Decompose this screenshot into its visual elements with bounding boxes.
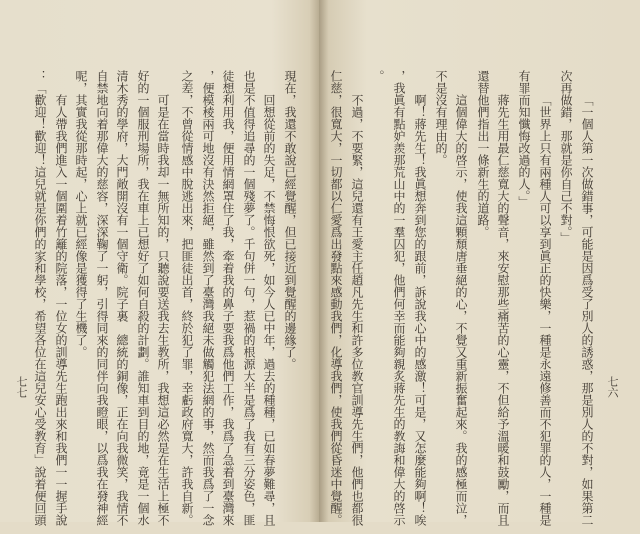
text-column: 可是在當時我却一無所知的，只聽說要送我去生教所，我想這必然是在生活上極不 xyxy=(156,94,170,526)
right-page xyxy=(319,0,640,526)
text-column: 仁慈，很寬大，一切都以仁愛爲出發點來感動我們，化導我們，使我們從昏迷中覺醒。 xyxy=(329,70,343,526)
text-column: 啊！蔣先生！我眞想奔到您的跟前，訴說我心中的感激！可是，又怎麼能夠啊！唉 xyxy=(413,94,427,526)
text-column: 自禁地向着那偉大的慈容，深深鞠了一躬，引得同來的同伴向我瞪眼，以爲我在發神經 xyxy=(95,70,109,526)
text-column: 清木秀的學府，大門敞開沒有一個守衛。院子裏 總統的銅像，正在向我微笑，我情不 xyxy=(115,70,129,526)
text-column: 「世界上只有兩種人可以享到眞正的快樂，一種是永遠修善而不犯罪的人，一種是 xyxy=(538,94,552,526)
left-page xyxy=(0,0,319,526)
text-column: 蔣先生用最仁慈寬大的聲音，來安慰那些痛苦的心靈，不但給予溫暖和鼓勵，而且 xyxy=(496,94,510,526)
text-column: 不過，不要緊，這兒還有王愛主任趙凡先生和許多位教官訓導先生們，他們也都很 xyxy=(350,94,364,526)
text-column: 回想從前的失足，不禁悔恨欲死，如今人已中年，過去的種種，已如春夢難尋，且 xyxy=(262,94,276,526)
text-column: 呢，其實我從那時起，心上就已經像是獲得了生機了。 xyxy=(74,70,88,358)
text-column: ：「歡迎！歡迎！這兒就是你們的家和學校，希望各位在這兒安心受教育」說着便回頭 xyxy=(33,70,47,526)
text-column: 不是沒有理由的。 xyxy=(434,70,448,166)
text-column: 現在，我還不敢說已經覺醒，但已接近到覺醒的邊緣了。 xyxy=(283,70,297,370)
text-column: 還替他們指出一條新生的道路。 xyxy=(476,70,490,238)
page-number: 七六 xyxy=(606,376,619,398)
text-column: 徒想利用我，便用情網罩住了我，牽着我的鼻子要我爲他們工作，我爲了急着到臺灣來 xyxy=(221,70,235,526)
text-column: 「一個人第一次做錯事，可能是因爲受了別人的誘惑，那是別人的不對，如果第二 xyxy=(580,94,594,526)
text-column: ，便模稜兩可地沒有決然拒絕，雖然到了臺灣我絕未做觸犯法網的事，然而我爲了一念 xyxy=(201,70,215,526)
text-column: 有罪而知懺悔改過的人。」 xyxy=(517,70,531,208)
page-number: 七七 xyxy=(15,376,28,398)
text-column: 之差，不曾從情感中脫逃出來，把匪徒出首，終於犯了罪，幸虧政府寬大，許我自新。 xyxy=(180,70,194,526)
text-column: 這個偉大的啓示，使我這顆頹唐垂絕的心，不覺又重新振奮起來。我的感極而泣， xyxy=(454,94,468,526)
text-column: 有人帶我們進入一個圍着竹籬的院落，一位女的訓導先生跑出來和我們一一握手說 xyxy=(54,94,68,526)
text-column: 也是不值得追尋的一個殘夢了。千句併一句，惹禍的根源大半是爲了我有三分姿色，匪 xyxy=(242,70,256,526)
text-column: ，我眞有點妒羨那荒山中的一羣囚犯，他們何幸而能夠親炙蔣先生的教誨和偉大的啓示 xyxy=(392,70,406,526)
text-column: 。 xyxy=(371,70,385,82)
text-column: 次再做錯，那就是你自己不對。」 xyxy=(559,70,573,244)
text-column: 好的一個服刑場所，我在車上已想好了如何自殺的計劃。誰知車到目的地，竟是一個水 xyxy=(136,70,150,526)
